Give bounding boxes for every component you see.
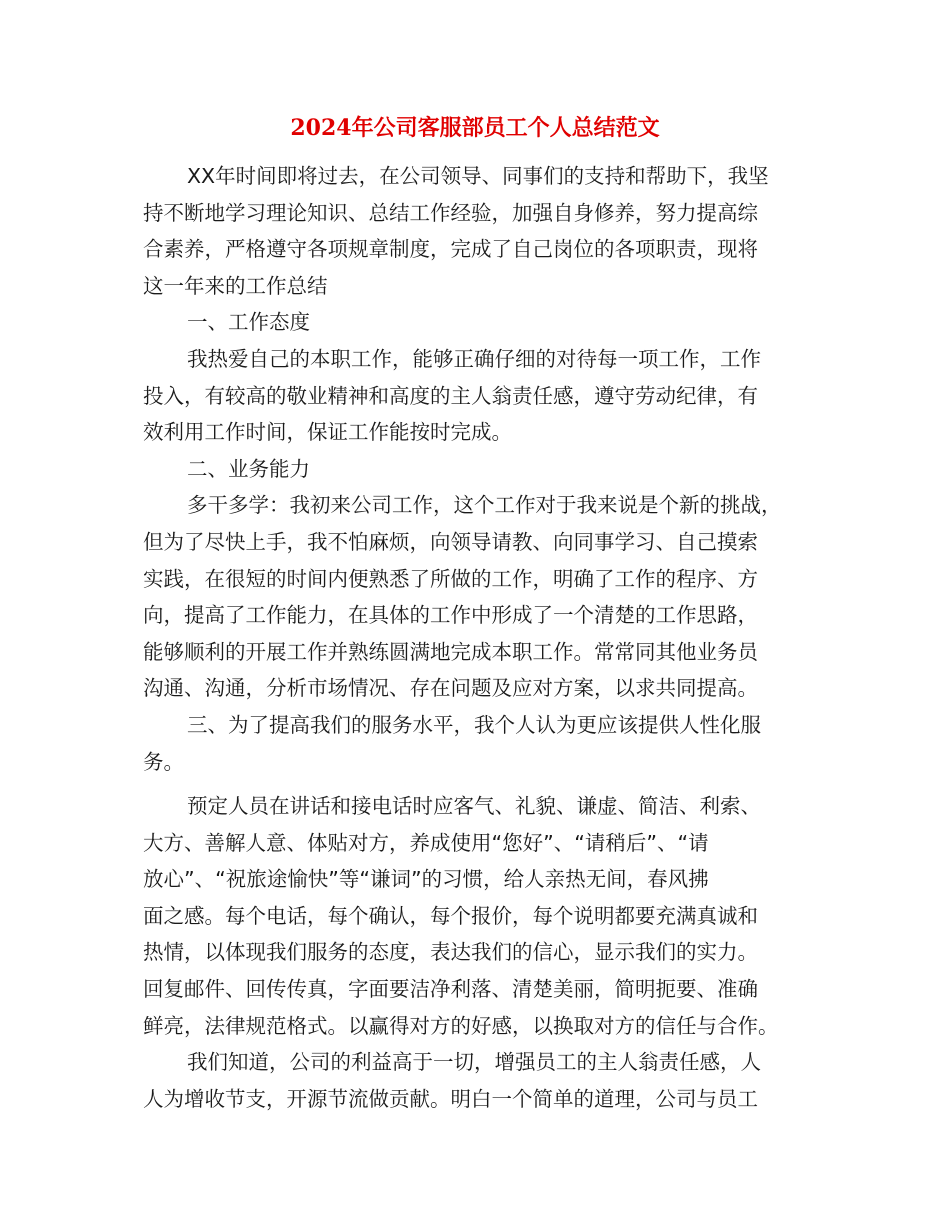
body-line: 三、为了提高我们的服务水平，我个人认为更应该提供人性化服 (187, 712, 761, 737)
body-line: 能够顺利的开展工作并熟练圆满地完成本职工作。常常同其他业务员 (143, 639, 758, 664)
body-line: 人为增收节支，开源节流做贡献。明白一个简单的道理，公司与员工 (143, 1086, 758, 1111)
document-title: 2024年公司客服部员工个人总结范文 (290, 115, 660, 141)
body-line: 效利用工作时间，保证工作能按时完成。 (143, 420, 512, 445)
body-line: 合素养，严格遵守各项规章制度，完成了自己岗位的各项职责，现将 (143, 237, 758, 262)
body-line: 这一年来的工作总结 (143, 273, 328, 298)
body-line: 多干多学：我初来公司工作，这个工作对于我来说是个新的挑战， (187, 493, 782, 518)
body-line: 大方、善解人意、体贴对方，养成使用“您好”、“请稍后”、“请 (143, 830, 709, 855)
body-line: 实践，在很短的时间内便熟悉了所做的工作，明确了工作的程序、方 (143, 566, 758, 591)
document-body (143, 158, 803, 1117)
body-line: 我们知道，公司的利益高于一切，增强员工的主人翁责任感，人 (187, 1050, 761, 1075)
body-line: 我热爱自己的本职工作，能够正确仔细的对待每一项工作，工作 (187, 346, 761, 371)
body-line: 预定人员在讲话和接电话时应客气、礼貌、谦虚、简洁、利索、 (187, 794, 761, 819)
body-line: 持不断地学习理论知识、总结工作经验，加强自身修养，努力提高综 (143, 200, 758, 225)
body-line: 一、工作态度 (187, 310, 310, 335)
body-line: 但为了尽快上手，我不怕麻烦，向领导请教、向同事学习、自己摸索 (143, 529, 758, 554)
body-line: 二、业务能力 (187, 456, 310, 481)
body-line: 向，提高了工作能力，在具体的工作中形成了一个清楚的工作思路， (143, 603, 758, 628)
body-line: 沟通、沟通，分析市场情况、存在问题及应对方案，以求共同提高。 (143, 676, 758, 701)
paragraph-gap (143, 780, 803, 788)
body-line: 务。 (143, 749, 184, 774)
body-line: XX年时间即将过去，在公司领导、同事们的支持和帮助下，我坚 (187, 164, 769, 188)
body-line: 投入，有较高的敬业精神和高度的主人翁责任感，遵守劳动纪律，有 (143, 383, 758, 408)
body-line: 放心”、“祝旅途愉快”等“谦词”的习惯，给人亲热无间，春风拂 (143, 867, 709, 892)
body-line: 热情，以体现我们服务的态度，表达我们的信心，显示我们的实力。 (143, 940, 758, 965)
body-line: 面之感。每个电话，每个确认，每个报价，每个说明都要充满真诚和 (143, 903, 758, 928)
body-line: 回复邮件、回传传真，字面要洁净利落、清楚美丽，简明扼要、准确 (143, 977, 758, 1002)
body-line: 鲜亮，法律规范格式。以赢得对方的好感，以换取对方的信任与合作。 (143, 1013, 779, 1038)
